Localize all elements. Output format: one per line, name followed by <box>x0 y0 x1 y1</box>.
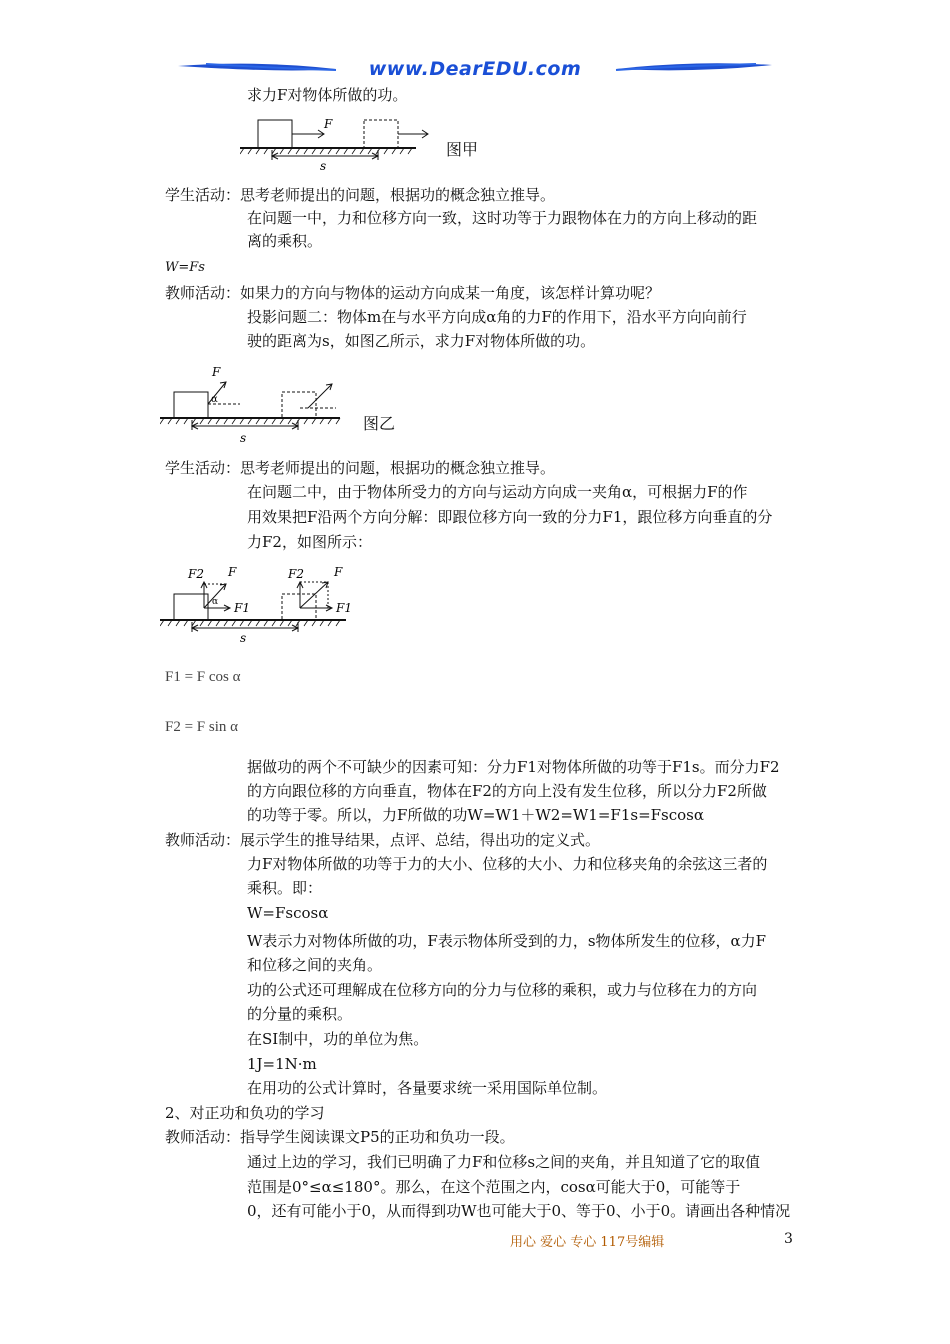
formula-f1: F1 = F cos α <box>165 669 241 685</box>
f1-label: F1 <box>336 601 352 615</box>
formula-f2: F2 = F sin α <box>165 719 239 735</box>
text-line: 离的乘积。 <box>247 232 323 250</box>
text-line: 学生活动：思考老师提出的问题，根据功的概念独立推导。 <box>165 186 556 204</box>
force-label: F <box>212 365 221 379</box>
figure-caption: 图甲 <box>446 140 479 159</box>
text-line: 教师活动：展示学生的推导结果，点评、总结，得出功的定义式。 <box>165 831 601 849</box>
text-line: 用效果把F沿两个方向分解：即跟位移方向一致的分力F1，跟位移方向垂直的分 <box>247 508 773 526</box>
text-line: 求力F对物体所做的功。 <box>247 86 408 104</box>
text-line: 力F对物体所做的功等于力的大小、位移的大小、力和位移夹角的余弦这三者的 <box>247 855 768 873</box>
text-line: 在问题二中，由于物体所受力的方向与运动方向成一夹角α，可根据力F的作 <box>247 483 748 501</box>
text-line: 教师活动：指导学生阅读课文P5的正功和负功一段。 <box>165 1128 515 1146</box>
text-line: 在SI制中，功的单位为焦。 <box>247 1030 429 1048</box>
force-label: F <box>334 565 343 579</box>
text-line: 功的公式还可理解成在位移方向的分力与位移的乘积，或力与位移在力的方向 <box>247 981 758 999</box>
text-line: 的方向跟位移的方向垂直，物体在F2的方向上没有发生位移，所以分力F2所做 <box>247 782 767 800</box>
figure-jia <box>240 112 440 174</box>
text-line: 驶的距离为s，如图乙所示，求力F对物体所做的功。 <box>247 332 596 350</box>
text-line: W=Fscosα <box>247 904 329 922</box>
text-line: 在问题一中，力和位移方向一致，这时功等于力跟物体在力的方向上移动的距 <box>247 209 758 227</box>
section-heading: 2、对正功和负功的学习 <box>165 1104 325 1122</box>
text-line: 投影问题二：物体m在与水平方向成α角的力F的作用下，沿水平方向向前行 <box>247 308 747 326</box>
site-logo-text: www.DearEDU.com <box>368 58 582 80</box>
text-line: 在用功的公式计算时，各量要求统一采用国际单位制。 <box>247 1079 608 1097</box>
text-line: 范围是0°≤α≤180°。那么，在这个范围之内，cosα可能大于0，可能等于 <box>247 1178 741 1196</box>
figure-yi <box>160 362 360 444</box>
text-line: W=Fs <box>165 260 205 275</box>
text-line: 学生活动：思考老师提出的问题，根据功的概念独立推导。 <box>165 459 556 477</box>
displacement-label: s <box>320 159 327 173</box>
force-label: F <box>324 117 333 131</box>
angle-label: α <box>211 394 218 405</box>
footer-text: 用心 爱心 专心 117号编辑 <box>510 1235 665 1250</box>
text-line: 1J=1N·m <box>247 1055 317 1073</box>
text-line: 据做功的两个不可缺少的因素可知：分力F1对物体所做的功等于F1s。而分力F2 <box>247 758 780 776</box>
f2-label: F2 <box>288 567 304 581</box>
text-line: 和位移之间的夹角。 <box>247 956 383 974</box>
page-number: 3 <box>784 1231 793 1247</box>
figure-decomposition <box>160 562 370 644</box>
f2-label: F2 <box>188 567 204 581</box>
force-label: F <box>228 565 237 579</box>
text-line: 力F2，如图所示： <box>247 533 372 551</box>
text-line: 通过上边的学习，我们已明确了力F和位移s之间的夹角，并且知道了它的取值 <box>247 1153 761 1171</box>
text-line: W表示力对物体所做的功，F表示物体所受到的力，s物体所发生的位移，α力F <box>247 932 767 950</box>
figure-caption: 图乙 <box>363 414 396 433</box>
text-line: 乘积。即： <box>247 879 323 897</box>
text-line: 0，还有可能小于0，从而得到功W也可能大于0、等于0、小于0。请画出各种情况 <box>247 1202 791 1220</box>
angle-label: α <box>212 597 219 607</box>
displacement-label: s <box>240 431 247 444</box>
f1-label: F1 <box>234 601 250 615</box>
text-line: 的分量的乘积。 <box>247 1005 353 1023</box>
displacement-label: s <box>240 631 247 644</box>
text-line: 的功等于零。所以，力F所做的功W=W1＋W2=W1=F1s=Fscosα <box>247 806 704 824</box>
text-line: 教师活动：如果力的方向与物体的运动方向成某一角度，该怎样计算功呢？ <box>165 284 661 302</box>
